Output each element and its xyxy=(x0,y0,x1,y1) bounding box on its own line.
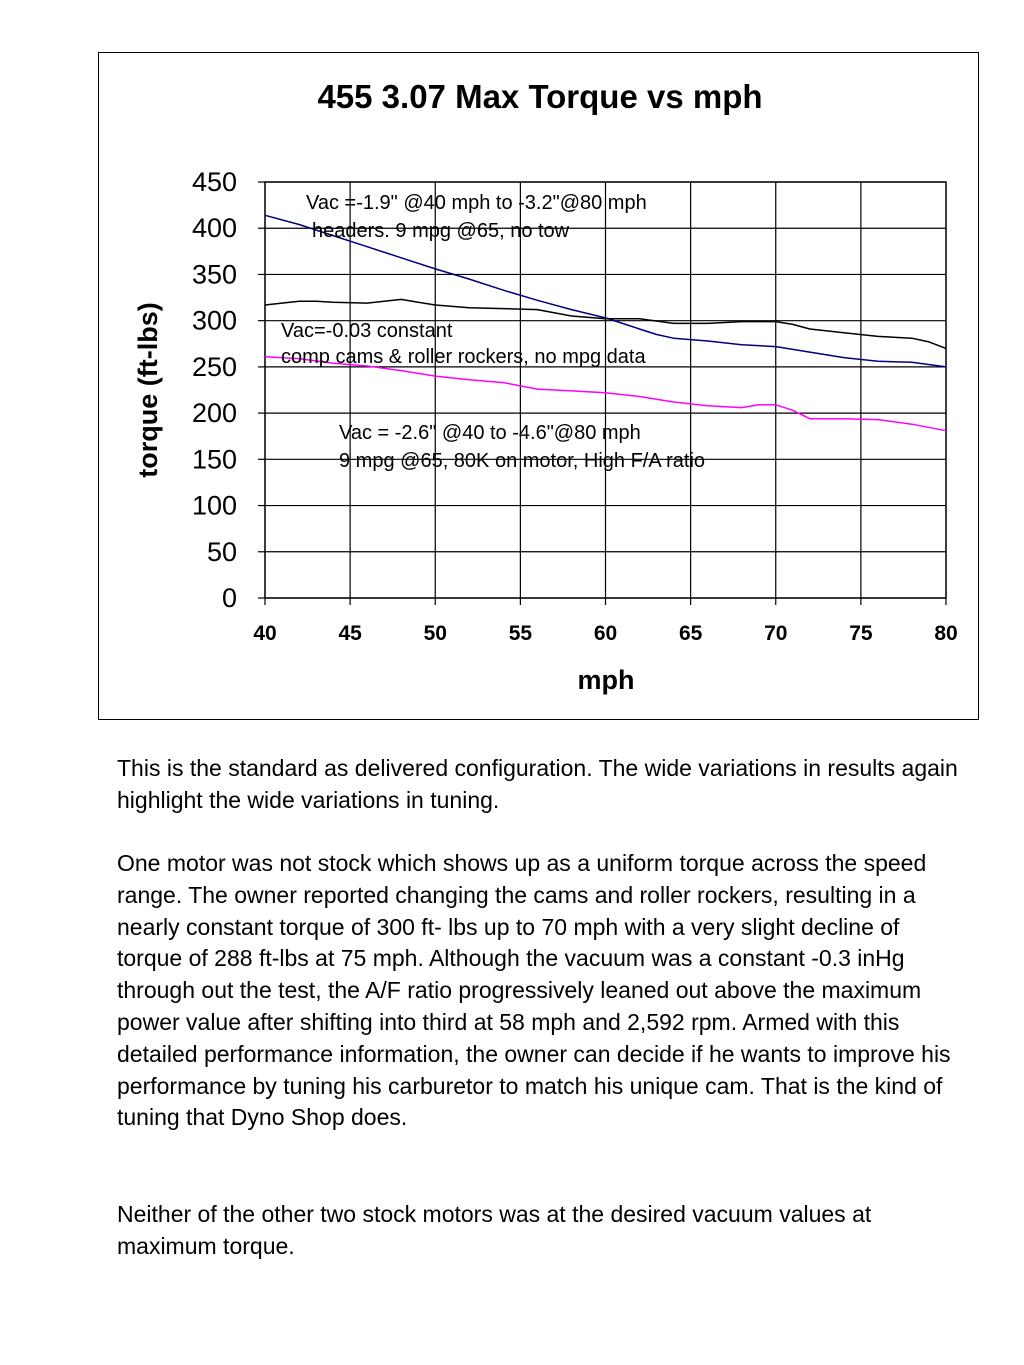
x-tick-label: 70 xyxy=(764,622,788,645)
x-tick-label: 45 xyxy=(338,622,362,645)
y-tick-label: 150 xyxy=(191,444,237,475)
y-tick-label: 0 xyxy=(221,583,237,613)
annotation-magenta-line2: 9 mpg @65, 80K on motor, High F/A ratio xyxy=(339,450,706,472)
y-tick-label: 50 xyxy=(206,536,237,567)
paragraph-modified-motor: One motor was not stock which shows up as a uniform torque across the speed range. The owner reported changing the cams and roller rockers, resulting in a nearly constant torque of 300 ft- lbs up to 70 mph with a very slight decline of torque of 288 ft-lbs at 75 mph. Although the vacuum was a constant -0.3 inHg through out the test, the A/F ratio progressively leaned out above the maximum power value after shifting into third at 58 mph and 2,592 rpm. Armed with this detailed performance information, the owner can decide if he wants to improve his performance by tuning his carburetor to match his unique cam. That is the kind of tuning that Dyno Shop does. xyxy=(117,850,951,1131)
y-tick-label: 100 xyxy=(191,490,237,521)
y-tick-label: 350 xyxy=(191,259,237,290)
x-tick-label: 80 xyxy=(934,622,958,645)
grid-lines xyxy=(265,182,946,598)
annotations xyxy=(281,192,705,472)
y-axis-label: torque (ft-lbs) xyxy=(133,302,163,478)
y-tick-label: 400 xyxy=(191,213,237,244)
y-tick-label: 200 xyxy=(191,398,237,429)
axes xyxy=(192,167,958,645)
x-tick-label: 75 xyxy=(849,622,873,645)
y-tick-label: 450 xyxy=(191,167,237,197)
chart-title: 455 3.07 Max Torque vs mph xyxy=(317,78,763,115)
paragraph-intro: This is the standard as delivered configuration. The wide variations in results again highlight the wide variations in tuning. xyxy=(117,755,958,813)
y-tick-label: 250 xyxy=(191,351,237,382)
annotation-magenta-line1: Vac = -2.6" @40 to -4.6"@80 mph xyxy=(339,422,641,444)
x-tick-label: 65 xyxy=(678,622,703,645)
annotation-blue-line1: Vac =-1.9" @40 mph to -3.2"@80 mph xyxy=(306,192,647,214)
x-tick-label: 50 xyxy=(423,622,447,645)
x-tick-label: 40 xyxy=(253,622,277,645)
x-axis-label: mph xyxy=(577,665,635,695)
y-tick-label: 300 xyxy=(191,305,237,336)
annotation-black-line2: comp cams & roller rockers, no mpg data xyxy=(281,346,646,368)
annotation-black-line1: Vac=-0.03 constant xyxy=(281,320,453,342)
paragraph-stock-motors: Neither of the other two stock motors was at the desired vacuum values at maximum torque. xyxy=(117,1201,872,1259)
x-tick-label: 60 xyxy=(593,622,618,645)
x-tick-label: 55 xyxy=(508,622,533,645)
annotation-blue-line2: headers. 9 mpg @65, no tow xyxy=(312,220,570,242)
